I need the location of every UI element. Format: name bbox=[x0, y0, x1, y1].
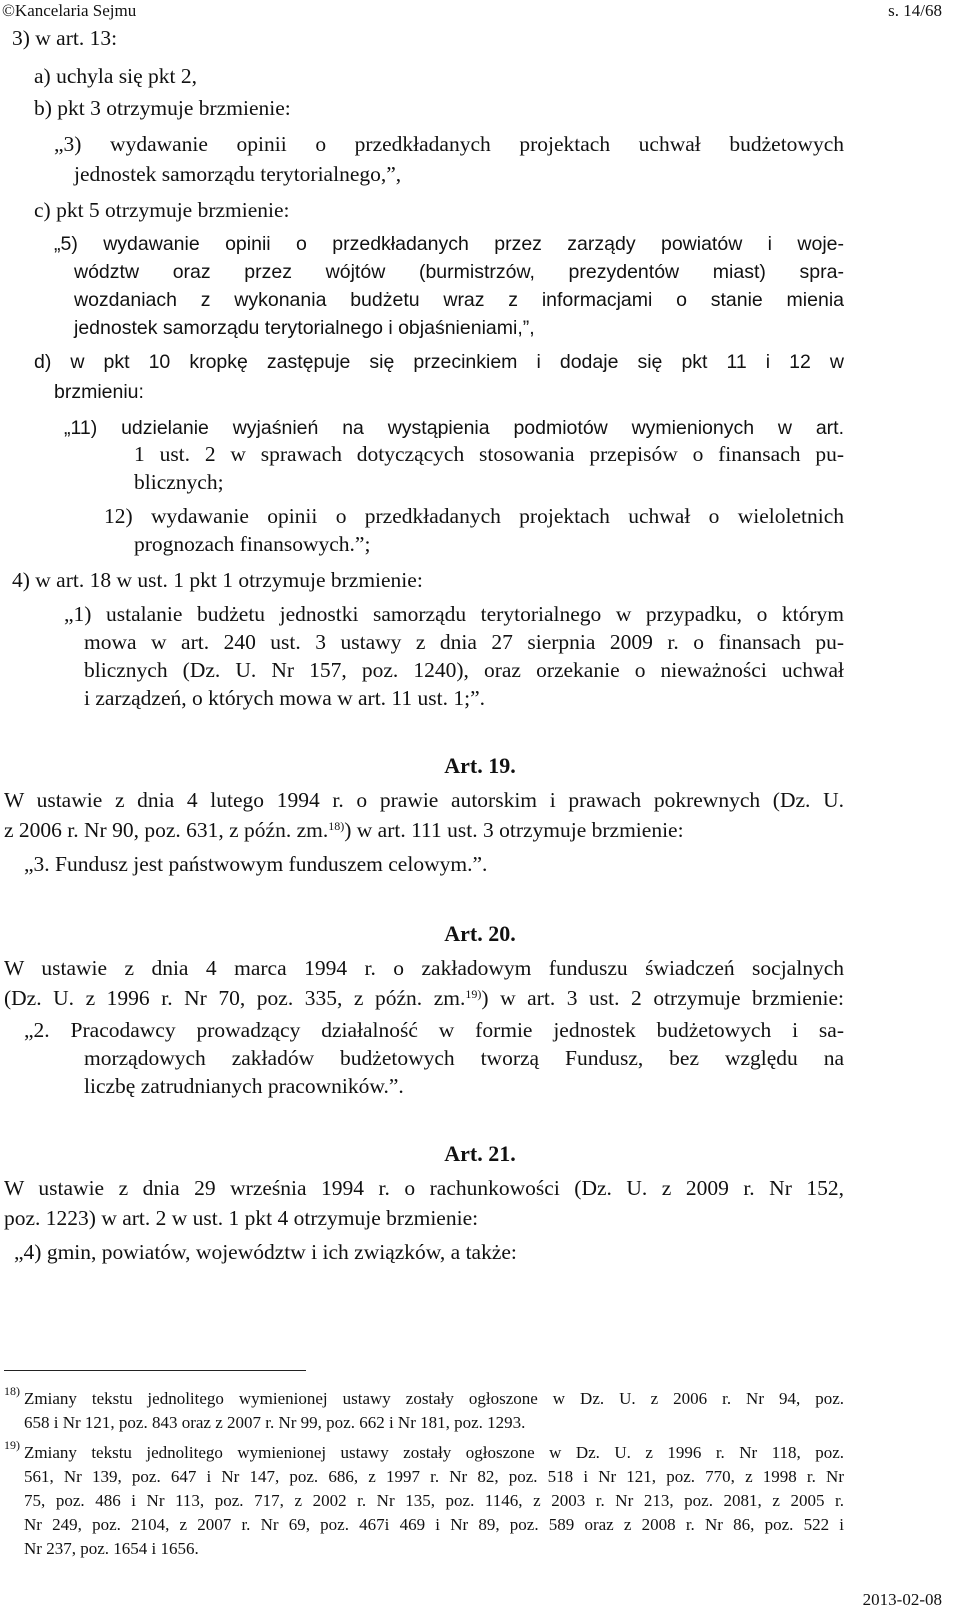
quote-pkt5-line2: wództw oraz przez wójtów (burmistrzów, prezydentów miast) spra- bbox=[74, 261, 844, 283]
art20-text-line2 bbox=[4, 984, 844, 1012]
letter-d-line1: d) w pkt 10 kropkę zastępuje się przecinkiem i dodaje się pkt 11 i 12 w bbox=[34, 351, 844, 373]
footnote-19-line1: Zmiany tekstu jednolitego wymienionej ustawy zostały ogłoszone w Dz. U. z 1996 r. Nr 118, poz. bbox=[24, 1443, 844, 1462]
footnote-18-line1: Zmiany tekstu jednolitego wymienionej ustawy zostały ogłoszone w Dz. U. z 2006 r. Nr 94, poz. bbox=[24, 1389, 844, 1408]
quote-art18-line2: mowa w art. 240 ust. 3 ustawy z dnia 27 sierpnia 2009 r. o finansach pu- bbox=[84, 630, 844, 654]
page-number: s. 14/68 bbox=[888, 1, 942, 20]
quote-pkt5-line4: jednostek samorządu terytorialnego i objaśnieniami,”, bbox=[74, 317, 535, 339]
footnote-19-line4: Nr 249, poz. 2104, z 2007 r. Nr 69, poz. 467i 469 i Nr 89, poz. 589 oraz z 2008 r. Nr 86, poz. 522 i bbox=[24, 1515, 844, 1534]
quote-pkt5-line1: „5) wydawanie opinii o przedkładanych przez zarządy powiatów i woje- bbox=[54, 233, 844, 255]
footnote-19-line2: 561, Nr 139, poz. 647 i Nr 147, poz. 686, z 1997 r. Nr 82, poz. 518 i Nr 121, poz. 770, z 1998 r. Nr bbox=[24, 1467, 844, 1486]
quote-pkt12-line2: prognozach finansowych.”; bbox=[134, 532, 371, 556]
quote-art3-line1: „2. Pracodawcy prowadzący działalność w formie jednostek budżetowych i sa- bbox=[24, 1018, 844, 1042]
art19-text-line2-end: ) w art. 111 ust. 3 otrzymuje brzmienie: bbox=[344, 818, 684, 842]
art20-text-line2-end: ) w art. 3 ust. 2 otrzymuje brzmienie: bbox=[481, 986, 844, 1010]
letter-d-line2: brzmieniu: bbox=[54, 381, 144, 403]
quote-pkt11-line2: 1 ust. 2 w sprawach dotyczących stosowania przepisów o finansach pu- bbox=[134, 442, 844, 466]
quote-art3-line3: liczbę zatrudnianych pracowników.”. bbox=[84, 1074, 404, 1098]
quote-pkt5-line3: wozdaniach z wykonania budżetu wraz z informacjami o stanie mienia bbox=[74, 289, 844, 311]
quote-pkt3-line1: „3) wydawanie opinii o przedkładanych projektach uchwał budżetowych bbox=[54, 132, 844, 156]
footnote-18-line2: 658 i Nr 121, poz. 843 oraz z 2007 r. Nr 99, poz. 662 i Nr 181, poz. 1293. bbox=[24, 1413, 526, 1432]
footnote-19-line5: Nr 237, poz. 1654 i 1656. bbox=[24, 1539, 199, 1558]
header-publisher: ©Kancelaria Sejmu bbox=[2, 1, 137, 20]
quote-pkt11-line1: „11) udzielanie wyjaśnień na wystąpienia podmiotów wymienionych w art. bbox=[64, 417, 844, 439]
quote-art18-line3: blicznych (Dz. U. Nr 157, poz. 1240), oraz orzekanie o nieważności uchwał bbox=[84, 658, 844, 682]
footnote-19-line3: 75, poz. 486 i Nr 113, poz. 717, z 2002 r. Nr 135, poz. 1146, z 2003 r. Nr 213, poz. 2081, z 2005 r. bbox=[24, 1491, 844, 1510]
quote-art3-line2: morządowych zakładów budżetowych tworzą Fundusz, bez względu na bbox=[84, 1046, 844, 1070]
article-20-title: Art. 20. bbox=[444, 921, 516, 946]
quote-art18-line4: i zarządzeń, o których mowa w art. 11 ust. 1;”. bbox=[84, 686, 485, 710]
quote-art2-line1: „4) gmin, powiatów, województw i ich związków, a także: bbox=[14, 1240, 517, 1264]
art20-text-line2-start: (Dz. U. z 1996 r. Nr 70, poz. 335, z późn. zm. bbox=[4, 986, 466, 1010]
article-19-title: Art. 19. bbox=[444, 753, 516, 778]
art19-text-line2-start: z 2006 r. Nr 90, poz. 631, z późn. zm. bbox=[4, 818, 329, 842]
art19-text-line1: W ustawie z dnia 4 lutego 1994 r. o prawie autorskim i prawach pokrewnych (Dz. U. bbox=[4, 788, 844, 812]
quote-art111: „3. Fundusz jest państwowym funduszem celowym.”. bbox=[24, 852, 488, 876]
footer-date: 2013-02-08 bbox=[862, 1590, 942, 1609]
footnote-ref-19[interactable]: 19) bbox=[465, 987, 482, 1001]
footnote-ref-18[interactable]: 18) bbox=[328, 819, 345, 833]
art21-text-line2: poz. 1223) w art. 2 w ust. 1 pkt 4 otrzymuje brzmienie: bbox=[4, 1206, 479, 1230]
footnote-19-mark: 19) bbox=[4, 1438, 20, 1452]
letter-b: b) pkt 3 otrzymuje brzmienie: bbox=[34, 96, 291, 120]
quote-pkt3-line2: jednostek samorządu terytorialnego,”, bbox=[74, 162, 402, 186]
quote-pkt12-line1: 12) wydawanie opinii o przedkładanych projektach uchwał o wieloletnich bbox=[104, 504, 844, 528]
quote-art18-line1: „1) ustalanie budżetu jednostki samorządu terytorialnego w przypadku, o którym bbox=[64, 602, 844, 626]
art19-text-line2 bbox=[4, 816, 684, 844]
footnote-separator bbox=[4, 1370, 306, 1371]
point-4-heading: 4) w art. 18 w ust. 1 pkt 1 otrzymuje brzmienie: bbox=[12, 568, 423, 592]
point-3-heading: 3) w art. 13: bbox=[12, 26, 118, 50]
letter-a: a) uchyla się pkt 2, bbox=[34, 64, 197, 88]
footnote-18-mark: 18) bbox=[4, 1384, 20, 1398]
art21-text-line1: W ustawie z dnia 29 września 1994 r. o rachunkowości (Dz. U. z 2009 r. Nr 152, bbox=[4, 1176, 844, 1200]
quote-pkt11-line3: blicznych; bbox=[134, 470, 224, 494]
letter-c: c) pkt 5 otrzymuje brzmienie: bbox=[34, 198, 290, 222]
article-21-title: Art. 21. bbox=[444, 1141, 516, 1166]
art20-text-line1: W ustawie z dnia 4 marca 1994 r. o zakładowym funduszu świadczeń socjalnych bbox=[4, 956, 844, 980]
